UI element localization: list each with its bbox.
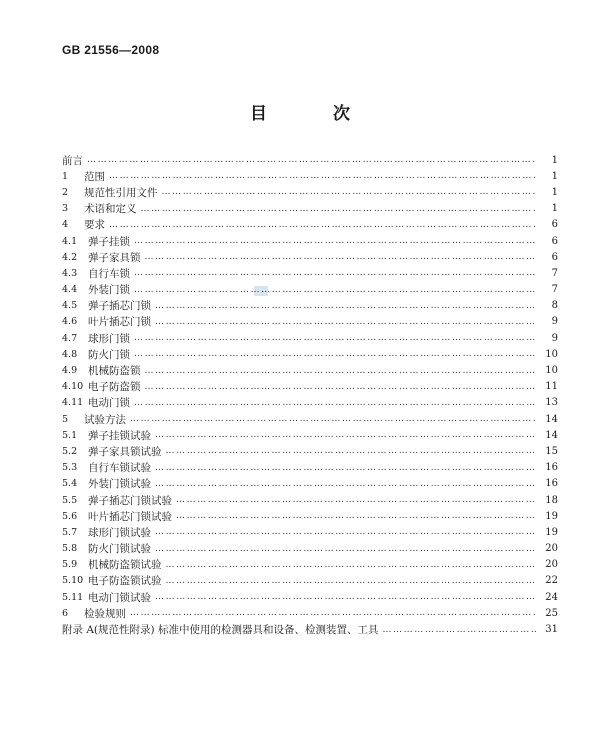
toc-entry-title: 球形门锁试验 (88, 526, 151, 539)
toc-entry-title: 范围 (84, 170, 105, 183)
toc-entry[interactable] (62, 217, 558, 233)
toc-entry-title: 弹子挂锁试验 (88, 429, 151, 442)
toc-entry-title: 机械防盗锁 (88, 365, 141, 378)
toc-entry-number: 5.10 (62, 575, 84, 587)
toc-leader-dots (166, 576, 537, 586)
toc-leader-dots (145, 366, 537, 376)
toc-entry[interactable] (62, 379, 558, 395)
toc-leader-dots (134, 268, 536, 278)
toc-entry-number: 4.4 (62, 284, 78, 296)
toc-entry-page: 19 (545, 526, 558, 538)
toc-entry-number: 2 (62, 186, 69, 198)
toc-entry-title: 弹子插芯门锁 (88, 300, 151, 313)
toc-leader-dots (109, 171, 536, 181)
toc-entry-number: 5.11 (62, 591, 84, 603)
toc-entry-number: 5.2 (62, 445, 78, 457)
toc-entry-page: 14 (545, 413, 558, 425)
toc-entry-title: 机械防盗锁试验 (88, 559, 162, 572)
toc-entry-page: 1 (551, 170, 558, 182)
toc-entry-number: 5.9 (62, 559, 78, 571)
toc-entry[interactable] (62, 249, 558, 265)
toc-leader-dots (382, 625, 536, 635)
toc-leader-dots (130, 608, 536, 618)
toc-leader-dots (155, 301, 536, 311)
toc-entry-title: 前言 (62, 154, 83, 167)
toc-entry-number: 4.5 (62, 300, 78, 312)
toc-entry-number: 4.11 (62, 397, 84, 409)
toc-leader-dots (155, 317, 536, 327)
toc-entry-number: 1 (62, 170, 69, 182)
toc-leader-dots (134, 349, 536, 359)
toc-entry-page: 16 (545, 462, 558, 474)
toc-entry-page: 7 (551, 267, 558, 279)
toc-entry-number: 6 (62, 607, 69, 619)
toc-entry-page: 11 (545, 381, 558, 393)
toc-entry-title: 防火门锁试验 (88, 543, 151, 556)
toc-leader-dots (162, 187, 537, 197)
toc-entry-page: 16 (545, 478, 558, 490)
toc-entry-page: 15 (545, 445, 558, 457)
toc-leader-dots (155, 527, 536, 537)
toc-entry-page: 7 (551, 284, 558, 296)
toc-entry-number: 5.8 (62, 543, 78, 555)
toc-entry-number: 5.6 (62, 510, 78, 522)
toc-entry-title: 试验方法 (84, 413, 126, 426)
toc-entry-number: 5.4 (62, 478, 78, 490)
toc-entry-page: 20 (545, 543, 558, 555)
toc-entry-title: 球形门锁 (88, 332, 130, 345)
toc-entry[interactable] (62, 492, 558, 508)
toc-entry[interactable] (62, 411, 558, 427)
toc-entry[interactable] (62, 443, 558, 459)
toc-entry-title: 外装门锁试验 (88, 478, 151, 491)
toc-entry-number: 5.1 (62, 429, 78, 441)
toc-entry-page: 13 (545, 397, 558, 409)
toc-entry-number: 4.3 (62, 267, 78, 279)
toc-leader-dots (176, 495, 536, 505)
toc-leader-dots (134, 398, 536, 408)
toc-entry[interactable] (62, 362, 558, 378)
standard-code: GB 21556—2008 (62, 43, 160, 57)
toc-entry[interactable] (62, 314, 558, 330)
toc-entry[interactable] (62, 427, 558, 443)
toc-leader-dots (155, 592, 536, 602)
toc-entry[interactable] (62, 152, 558, 168)
toc-entry-number: 4.7 (62, 332, 78, 344)
toc-entry-title: 电动门锁试验 (88, 591, 151, 604)
toc-entry[interactable] (62, 524, 558, 540)
toc-leader-dots (166, 560, 537, 570)
toc-entry[interactable] (62, 605, 558, 621)
toc-entry-number: 4.10 (62, 381, 84, 393)
toc-entry-title: 规范性引用文件 (84, 186, 158, 199)
toc-entry-title: 检验规则 (84, 607, 126, 620)
toc-leader-dots (145, 382, 537, 392)
toc-entry-number: 5 (62, 413, 69, 425)
toc-entry-page: 9 (551, 316, 558, 328)
toc-leader-dots (145, 252, 537, 262)
toc-entry-title: 叶片插芯门锁 (88, 316, 151, 329)
toc-entry[interactable] (62, 395, 558, 411)
toc-entry[interactable] (62, 589, 558, 605)
toc-entry-number: 4.9 (62, 365, 78, 377)
toc-entry[interactable] (62, 460, 558, 476)
toc-entry-page: 1 (551, 203, 558, 215)
toc-leader-dots (155, 544, 536, 554)
toc-entry[interactable] (62, 541, 558, 557)
page-title: 目 次 (250, 104, 380, 124)
toc-entry-title: 防火门锁 (88, 348, 130, 361)
toc-entry-page: 9 (551, 332, 558, 344)
toc-entry-title: 电动门锁 (88, 397, 130, 410)
toc-leader-dots (134, 333, 536, 343)
toc-entry-number: 4.6 (62, 316, 78, 328)
toc-entry-title: 弹子家具锁试验 (88, 445, 162, 458)
toc-entry[interactable] (62, 233, 558, 249)
toc-entry[interactable] (62, 573, 558, 589)
toc-entry[interactable] (62, 282, 558, 298)
toc-entry-number: 5.5 (62, 494, 78, 506)
toc-entry-title: 电子防盗锁 (88, 381, 141, 394)
toc-entry[interactable] (62, 184, 558, 200)
toc-entry-title: 电子防盗锁试验 (88, 575, 162, 588)
toc-entry-number: 5.3 (62, 462, 78, 474)
toc-entry[interactable] (62, 168, 558, 184)
toc-leader-dots (109, 220, 536, 230)
toc-entry-title: 弹子插芯门锁试验 (88, 494, 172, 507)
toc-leader-dots (134, 236, 536, 246)
toc-leader-dots (155, 463, 536, 473)
toc-leader-dots (176, 511, 536, 521)
toc-entry-title: 附录 A(规范性附录) 标准中使用的检测器具和设备、检测装置、工具 (62, 624, 379, 637)
toc-entry[interactable] (62, 330, 558, 346)
toc-entry-number: 5.7 (62, 526, 78, 538)
toc-entry[interactable] (62, 621, 558, 637)
toc-entry-number: 4.1 (62, 235, 78, 247)
toc-entry-title: 弹子家具锁 (88, 251, 141, 264)
toc-entry-page: 18 (545, 494, 558, 506)
toc-entry-title: 要求 (84, 219, 105, 232)
toc-entry-page: 6 (551, 219, 558, 231)
toc-entry[interactable] (62, 508, 558, 524)
toc-entry-page: 31 (545, 624, 558, 636)
toc-entry-title: 弹子挂锁 (88, 235, 130, 248)
toc-entry-page: 8 (551, 300, 558, 312)
toc-entry-page: 19 (545, 510, 558, 522)
toc-entry-number: 4.8 (62, 348, 78, 360)
toc-entry[interactable] (62, 346, 558, 362)
toc-entry[interactable] (62, 298, 558, 314)
toc-leader-dots (141, 204, 537, 214)
toc-entry-title: 外装门锁 (88, 284, 130, 297)
toc-entry-number: 4 (62, 219, 69, 231)
toc-entry-page: 14 (545, 429, 558, 441)
toc-entry-page: 24 (545, 591, 558, 603)
toc-leader-dots (155, 479, 536, 489)
toc-entry-page: 1 (551, 186, 558, 198)
toc-entry[interactable] (62, 265, 558, 281)
toc-entry-title: 叶片插芯门锁试验 (88, 510, 172, 523)
toc-entry-title: 自行车锁试验 (88, 462, 151, 475)
toc-entry-page: 10 (545, 348, 558, 360)
toc-entry-page: 1 (551, 154, 558, 166)
toc-leader-dots (134, 285, 536, 295)
toc-entry-page: 6 (551, 251, 558, 263)
toc-entry-title: 自行车锁 (88, 267, 130, 280)
toc-entry-number: 3 (62, 203, 69, 215)
toc-entry-page: 6 (551, 235, 558, 247)
toc-entry-number: 4.2 (62, 251, 78, 263)
toc-leader-dots (130, 414, 536, 424)
toc-leader-dots (166, 446, 537, 456)
toc-entry-page: 20 (545, 559, 558, 571)
toc-entry-page: 10 (545, 365, 558, 377)
toc-entry[interactable] (62, 201, 558, 217)
toc-leader-dots (155, 430, 536, 440)
toc-entry[interactable] (62, 476, 558, 492)
toc-entry-page: 25 (545, 607, 558, 619)
toc-entry-title: 术语和定义 (84, 203, 137, 216)
toc-leader-dots (87, 155, 536, 165)
table-of-contents (62, 152, 558, 638)
toc-entry-page: 22 (545, 575, 558, 587)
toc-entry[interactable] (62, 557, 558, 573)
